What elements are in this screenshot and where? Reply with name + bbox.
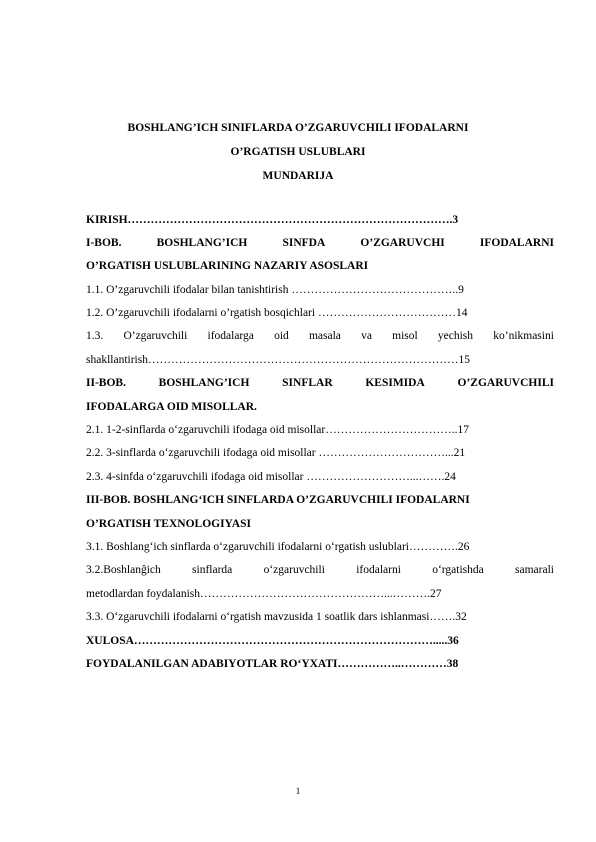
toc-bob1-heading bbox=[86, 236, 554, 250]
toc-word: 3.2.Boshlanĝich bbox=[86, 564, 161, 576]
toc-word: O’ZGARUVCHI bbox=[360, 237, 445, 249]
toc-item-1-1: 1.1. O’zgaruvchili ifodalar bilan tanishtirish ……………………………………..9 bbox=[86, 284, 464, 296]
toc-word: masala bbox=[308, 330, 341, 342]
toc-item-1-3 bbox=[86, 329, 554, 343]
toc-item-3-3: 3.3. O‘zgaruvchili ifodalarni o‘rgatish mavzusida 1 soatlik dars ishlanmasi…….32 bbox=[86, 611, 467, 623]
toc-word: misol bbox=[392, 330, 418, 342]
toc-item-2-2: 2.2. 3-sinflarda o‘zgaruvchili ifodaga oid misollar ……………………………...21 bbox=[86, 447, 466, 459]
toc-word: samarali bbox=[515, 564, 554, 576]
toc-item-1-2: 1.2. O’zgaruvchili ifodalarni o’rgatish bosqichlari ………………………………14 bbox=[86, 307, 468, 319]
document-title-line-1: BOSHLANG’ICH SINIFLARDA O’ZGARUVCHILI IFODALARNI bbox=[127, 122, 469, 134]
toc-word: IFODALARNI bbox=[479, 237, 554, 249]
toc-word: I-BOB. bbox=[86, 237, 122, 249]
toc-xulosa: XULOSA…………………………………………………………………….....36 bbox=[86, 635, 459, 647]
toc-word: yechish bbox=[437, 330, 474, 342]
toc-word: ko’nikmasini bbox=[493, 330, 554, 342]
toc-item-2-3: 2.3. 4-sinfda o‘zgaruvchili ifodaga oid misollar ………………………...…….24 bbox=[86, 471, 456, 483]
toc-item-2-1: 2.1. 1-2-sinflarda o‘zgaruvchili ifodaga oid misollar……………………………..17 bbox=[86, 424, 469, 436]
toc-item-3-1: 3.1. Boshlang‘ich sinflarda o‘zgaruvchili ifodalarni o‘rgatish uslublari………….26 bbox=[86, 541, 470, 553]
toc-bob2-heading bbox=[86, 376, 554, 390]
toc-bob3-heading: III-BOB. BOSHLANG‘ICH SINFLARDA O’ZGARUVCHILI IFODALARNI bbox=[86, 494, 470, 506]
toc-bob2-heading-cont: IFODALARGA OID MISOLLAR. bbox=[86, 401, 257, 413]
toc-word: o‘zgaruvchili bbox=[263, 564, 325, 576]
toc-word: ifodalarni bbox=[356, 564, 401, 576]
document-title-line-2: O’RGATISH USLUBLARI bbox=[230, 146, 366, 158]
toc-word: BOSHLANG’ICH bbox=[158, 377, 250, 389]
toc-kirish: KIRISH………………………………………………………………………….3 bbox=[86, 214, 459, 226]
toc-word: O’ZGARUVCHILI bbox=[457, 377, 554, 389]
toc-item-1-3-cont: shakllantirish………………………………………………………………………15 bbox=[86, 354, 470, 366]
toc-bob3-heading-cont: O’RGATISH TEXNOLOGIYASI bbox=[86, 518, 251, 530]
toc-word: KESIMIDA bbox=[365, 377, 425, 389]
toc-word: II-BOB. bbox=[86, 377, 126, 389]
toc-word: sinflarda bbox=[192, 564, 233, 576]
toc-word: O’zgaruvchili bbox=[123, 330, 188, 342]
toc-word: SINFDA bbox=[282, 237, 326, 249]
toc-word: SINFLAR bbox=[282, 377, 333, 389]
toc-bob1-heading-cont: O’RGATISH USLUBLARINING NAZARIY ASOSLARI bbox=[86, 260, 369, 272]
toc-word: ifodalarga bbox=[207, 330, 254, 342]
page-number: 1 bbox=[295, 786, 301, 796]
toc-word: o‘rgatishda bbox=[432, 564, 484, 576]
toc-item-3-2 bbox=[86, 563, 554, 577]
toc-word: 1.3. bbox=[86, 330, 104, 342]
toc-word: BOSHLANG’ICH bbox=[156, 237, 248, 249]
toc-word: va bbox=[361, 330, 372, 342]
contents-heading: MUNDARIJA bbox=[262, 170, 334, 182]
toc-word: oid bbox=[274, 330, 289, 342]
toc-adabiyotlar: FOYDALANILGAN ADABIYOTLAR RO‘YXATI……………..…………38 bbox=[86, 658, 459, 670]
toc-item-3-2-cont: metodlardan foydalanish…………………………………………...……….27 bbox=[86, 588, 442, 600]
